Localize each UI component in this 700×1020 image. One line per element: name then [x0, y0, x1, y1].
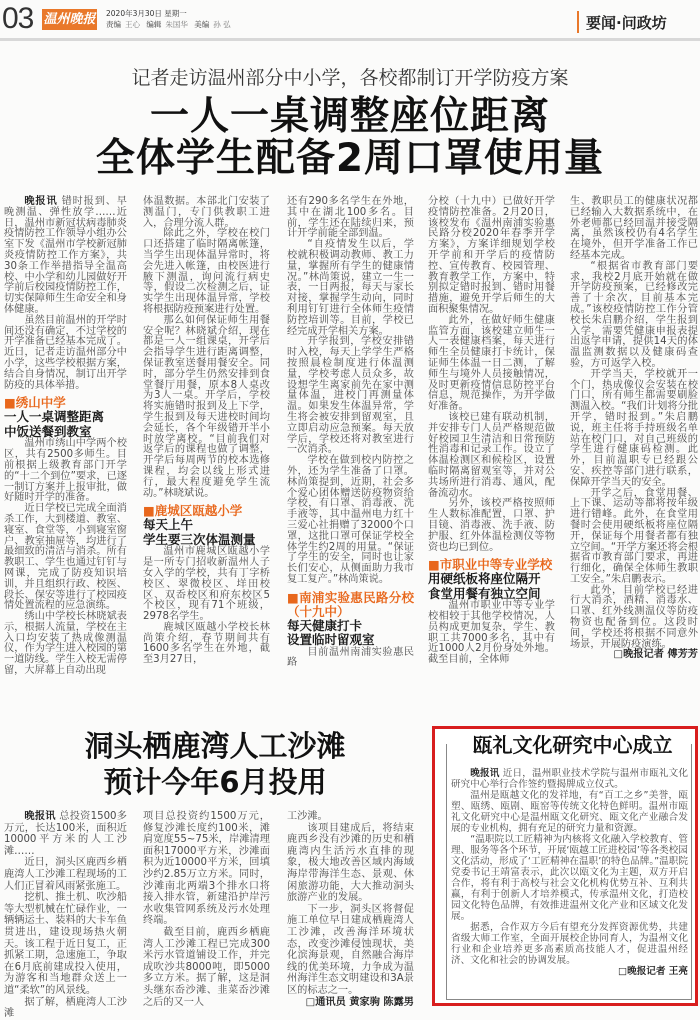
paragraph-text: 错时报到、早晚测温、弹性放学……近日，温州市新冠状病毒肺炎疫情防控工作领导小组办公室下发《温州市学校新冠肺炎疫情防控工作方案》，共30条工作举措指导全温高校、中小学和幼儿园做好开学前后校园疫情防控工作，切实保障师生生命安全和身体健康。 [4, 196, 127, 315]
header-rule [0, 38, 700, 41]
paragraph-text: 总投资1500多万元，长达100米，面积近10000平方米的人工沙滩…… [4, 811, 127, 857]
subheadline: 学生要三次体温测量 [143, 531, 256, 547]
paragraph: 此外，在做好师生健康监管方面，该校建立师生一人一表健康档案，每天进行师生全员健康打卡统计，保证师生体温一日二测，了解师生与境外人员接触情况，及时更新疫情信息防控平台信息，规范操作，为开学做好准备。 [428, 314, 555, 413]
newspaper-logo: 温州晚报 [42, 9, 97, 30]
section-label: ■南浦实验惠民路分校（十九中） [287, 589, 414, 619]
paragraph: 开学当天，学校就开一个门，热成像仪会安装在校门口，所有师生都需要刷脸测温入校。“我们计划将分批开学，错时报到。”朱启鹏说，班主任将手持班级名单站在校门口，对自己班级的学生进行健康码检测。此外，目前温职专已经跟公安、疾控等部门进行联系，保障开学当天的安全。 [570, 368, 698, 488]
beach-headline-line-1: 洞头栖鹿湾人工沙滩 [84, 729, 346, 763]
paragraph: 生、教职员工的健康状况都已经输入大数据系统中，在外老师都已经回温并接受隔离，虽然该校仍有4名学生在境外，但开学准备工作已经基本完成。 [570, 196, 698, 261]
main-column-1 [4, 197, 127, 677]
staff-role: 责编 [106, 20, 121, 29]
paragraph: 截至目前，鹿西乡栖鹿湾人工沙滩工程已完成300米污水管道铺设工作，并完成吹沙共8000吨，即5000多立方米。据了解，这是洞头继东岙沙滩、韭菜岙沙滩之后的又一人 [143, 926, 270, 1008]
paragraph: 除此之外，学校在校门口还搭建了临时隔离帐篷，当学生出现体温异常时，将会先进入帐篷，由校医进行腋下测温，询问流行病史等，假设二次检测之后，证实学生出现体温异常，学校将根据防疫预案进行处置。 [143, 228, 270, 315]
subheadline: 设置临时留观室 [287, 632, 375, 648]
staff-credits [106, 19, 235, 30]
paragraph: 鹿城区瓯越小学校长林尚策介绍，春节期间共有1600多名学生在外地，截至3月27日， [143, 621, 270, 666]
main-column-4 [428, 197, 555, 666]
main-column-5 [570, 197, 698, 661]
paragraph: 分校（十九中）已做好开学疫情防控准备。2月20日，该校发布《温州南浦实验惠民路分校2020年春季开学方案》，方案详细规划学校开学前和开学后的疫情防控、宣传教育、校园管理、教育教学工作，方案中，特别拟定错时报到、错时用餐措施，避免开学后师生的大面积聚集情况。 [428, 196, 555, 315]
byline: □通讯员 黄家驹 陈露男 [305, 996, 414, 1008]
culture-body [451, 768, 688, 977]
subheadline: 中饭送餐到教室 [4, 423, 92, 439]
section-label: ■市职业中等专业学校 [428, 557, 553, 573]
paragraph: “根据省市教育部门要求，我校2月底开始就在做开学防疫预案，已经修改完善了十余次，目前基本完成。”该校疫情防控工作分管校长朱启鹏介绍，学生报到入学，需要凭健康申报表提出返学申请，提供14天的体温监测数据以及健康码查验，方可返学入校。 [570, 260, 698, 369]
main-headline-line-2: 全体学生配备2周口罩使用量 [95, 136, 605, 181]
dateline: 晚报讯 [24, 196, 58, 207]
paragraph: 温州市绣山中学两个校区，共有2500多师生。目前根据上级教育部门开学的“十二个到位”要求，已逐一制订方案并上报审批，做好随时开学的准备。 [4, 438, 127, 504]
paragraph: 此外，目前学校已经进行大消杀，酒精、消毒水、口罩、红外线测温仪等防疫物资也配备到位。这段时间，学校还将根据不同意外场景，开展防疫演练。 [570, 584, 698, 650]
paragraph: 工沙滩。 [287, 811, 328, 822]
paragraph: 温州市鹿城区瓯越小学是一所专门招收新温州人子女入学的学校，共有丁字桥校区、翠微校区、垟田校区、双岙校区和府东校区5个校区，现有71个班级，2978名学生。 [143, 546, 270, 623]
beach-column-3 [287, 811, 414, 1008]
staff-role: 美编 [194, 20, 210, 29]
staff-name: 王心 [125, 20, 140, 29]
dateline: 晚报讯 [470, 768, 500, 779]
beach-headline-line-2: 预计今年6月投用 [103, 765, 327, 799]
paragraph: “自疫情发生以后，学校就积极调动教师、教工力量，掌握所有学生的健康情况。”林尚策说，建立一生一表，一日两报，每天与家长对接，掌握学生动向，同时利用钉钉进行全体师生疫情防控培训等。目前，学校已经完成开学相关方案。 [287, 239, 414, 337]
main-headline-line-1: 一人一桌调整座位距离 [149, 94, 550, 139]
dateline: 晚报讯 [24, 811, 56, 822]
paragraph: 挖机、推土机、吹沙船等大型机械在忙碌作业，一辆辆运土、装料的大卡车鱼贯进出，建设现场热火朝天。该工程于近日复工，正抓紧工期，急速施工，争取在6月底前建成投入使用，为游客和当地群众送上一道“柔软”的风景线。 [4, 892, 127, 996]
staff-role: 编辑 [146, 20, 162, 29]
paragraph: 据了解，栖鹿湾人工沙滩 [4, 996, 127, 1020]
paragraph: “温职院以工匠精神为内核将文化融入学校教育、管理、服务等各个环节，开展‘瓯越工匠进校园’等各类校园文化活动，形成了‘工匠精神在温职’的特色品牌。”温职院党委书记王靖富表示，此次以瓯文化为主题，双方开启合作，将有利于高校与社会文化机构优势互补、互利共赢，有利于创新人才培养模式，传承温州文化，打造校园文化特色品牌，有效推进温州文化产业和区域文化发展。 [451, 834, 688, 922]
paragraph: 项目总投资约1500万元，修复沙滩长度约100米，滩肩宽度55~75米，岸滩清理面积17000平方米，沙滩面积为近10000平方米，回填沙约2.85万立方米。同时，沙滩南北两端3个排水口将接入排水管，新建沿护岸污水收集管网系统及污水处理终端。 [143, 811, 270, 927]
culture-headline: 瓯礼文化研究中心成立 [465, 732, 680, 758]
staff-name: 朱国华 [165, 20, 188, 29]
subheadline: 每天上午 [143, 517, 194, 533]
paragraph [451, 768, 688, 790]
paragraph: 开学报到，学校安排错时入校，每天上学学生严格按照晨检制度进行体温测量，学校考虑人员众多，故设想学生离家前先在家中测量体温，进校门再测量体温。如果发生体温异常，学生将会被安排到留观室，且立即启动应急预案。每天放学后，学校还将对教室进行一次消杀。 [287, 336, 414, 456]
staff-name: 孙 弘 [213, 20, 231, 29]
paragraph: 目前温州南浦实验惠民路 [287, 646, 414, 669]
paragraph: 体温数据。本部北门安装了测温门，专门供教职工进入，合理分流人群。 [143, 196, 270, 229]
paragraph: 虽然目前温州的开学时间还没有确定，不过学校的开学准备已经基本完成了。近日，记者走访温州部分中小学，这些学校根据方案，结合自身情况，制订出开学防疫的具体举措。 [4, 314, 127, 391]
beach-column-2 [143, 811, 270, 1008]
subheadline: 食堂用餐有独立空间 [428, 585, 541, 601]
page-number: 03 [2, 2, 34, 35]
subheadline: 一人一桌调整距离 [4, 409, 105, 425]
paragraph: 近日，洞头区鹿西乡栖鹿湾人工沙滩工程现场的工人们正冒着风雨紧张施工。 [4, 857, 127, 892]
paragraph: 该校已建有联动机制，并安排专门人员严格规范做好校园卫生清洁和日常预防性消毒和记录工作。设立了体温检测区和候检区，设置临时隔离留观室等，并对公共场所进行消毒、通风，配备流动水。 [428, 411, 555, 499]
section-marker [577, 11, 579, 33]
main-column-3 [287, 197, 414, 669]
main-column-2 [143, 197, 270, 666]
paragraph: 开学之后，食堂用餐、上下课、运动等都将按年级进行错峰。此外，在食堂用餐时会使用硬纸板将座位隔开，保证每个用餐者都有独立空间。“开学方案还将会根据省市教育部门要求，再进行细化，确保全体师生教职工安全。”朱启鹏表示。 [570, 487, 698, 585]
paragraph-text: 近日，温州职业技术学院与温州市瓯礼文化研究中心举行合作签约暨揭牌成立仪式。 [451, 768, 688, 790]
paragraph: 温州市职业中等专业学校相较于其他学校情况，人员构成更加复杂，学生、教职工共7000多名，其中有近1000人2月份身处外地。截至目前，全体师 [428, 600, 555, 666]
paragraph: 另外，该校严格按照师生人数标准配置，口罩、护目镜、消毒液、洗手液、防护服、红外体温检测仪等物资也均已到位。 [428, 498, 555, 553]
paragraph: 绣山中学校长林晓斌表示，根据人流量，学校在主入口均安装了热成像测温仪，作为学生进入校园的第一道防线。学生入校无需停留，大屏幕上自动出现 [4, 611, 127, 677]
paragraph: 学校在做到校内防控之外，还为学生准备了口罩。林尚策提到，近期，社会多个爱心团体赠送防疫物资给学校，有口罩、消毒液、洗手液等，其中温州电力红十三爱心社捐赠了32000个口罩，这批口罩可保证学校全体学生约2周的用量。“保证了学生的安全，同时也让家长们安心，从侧面助力我市复工复产。”林尚策说。 [287, 455, 414, 585]
paragraph [4, 197, 127, 316]
main-kicker: 记者走访温州部分中小学，各校都制订开学防疫方案 [131, 67, 569, 89]
paragraph: 温州是瓯越文化的发祥地，有“百工之乡”美誉，瓯塑、瓯绣、瓯剧、瓯窑等传统文化特色鲜明。温州市瓯礼文化研究中心是温州瓯文化研究、瓯文化产业融合发展的专业机构，拥有充足的研究力量和资源。 [451, 790, 688, 834]
issue-meta [106, 8, 235, 30]
paragraph: 近日学校已完成全面消杀工作，大到楼道、教室、寝室、食堂等，小到寝室窗户、教室抽屉等，均进行了最细致的清洁与消杀。所有教职工、学生也通过钉钉与网课，完成了防疫知识培训，并且组织行政、校医、段长、保安等进行了校园疫情处置流程的应急演练。 [4, 503, 127, 612]
subheadline: 每天健康打卡 [287, 617, 363, 633]
paragraph: 该项目建成后，将结束鹿西乡没有沙滩的历史和栖鹿湾内生活污水直排的现象，极大地改善区域内海域海岸带海洋生态、景观、休闲旅游功能，大大推动洞头旅游产业的发展。 [287, 822, 414, 904]
beach-column-1 [4, 811, 127, 1020]
paragraph [4, 811, 127, 857]
section-label: ■鹿城区瓯越小学 [143, 503, 243, 519]
paragraph: 下一步，洞头区将督促施工单位早日建成栖鹿湾人工沙滩，改善海洋环境状态，改变沙滩侵蚀现状，美化滨海景观，自然融合海岸线的优美环境，力争成为温州海洋生态文明建设和3A景区的标志之一。 [287, 903, 414, 996]
byline: □晚报记者 王亮 [618, 966, 688, 977]
issue-date: 2020年3月30日 星期一 [106, 9, 187, 18]
section-label: ■绣山中学 [4, 395, 66, 411]
section-name: 要闻·问政坊 [586, 14, 667, 32]
paragraph: 还有290多名学生在外地，其中在湖北100多名。目前，学生还在陆续归来，预计开学前能全部到温。 [287, 196, 414, 240]
subheadline: 用硬纸板将座位隔开 [428, 571, 541, 587]
paragraph: 那么如何保证师生用餐安全呢？林晓斌介绍，现在都是一人一组课桌，开学后会指导学生进行距离调整，保证教室送餐用餐安全。同时，部分学生仍然安排到食堂餐厅用餐，原本8人桌改为3人一桌。开学后，学校将实施错时报到及上下学，学生报到及每天进校时间均会延长，各个年级错开半小时放学离校。“目前我们对返学后的课程也做了调整，开学后每周两节的校本选修课程，均会以线上形式进行，最大程度避免学生流动。”林晓斌说。 [143, 314, 270, 499]
byline: □晚报记者 傅芳芳 [613, 649, 698, 661]
paragraph: 据悉，合作双方今后有望充分发挥资源优势，共建省级大师工作室，全面开展校企协同育人，为温州文化行业和企业培养更多高素质高技能人才，促进温州经济、文化和社会的协调发展。 [451, 922, 688, 966]
